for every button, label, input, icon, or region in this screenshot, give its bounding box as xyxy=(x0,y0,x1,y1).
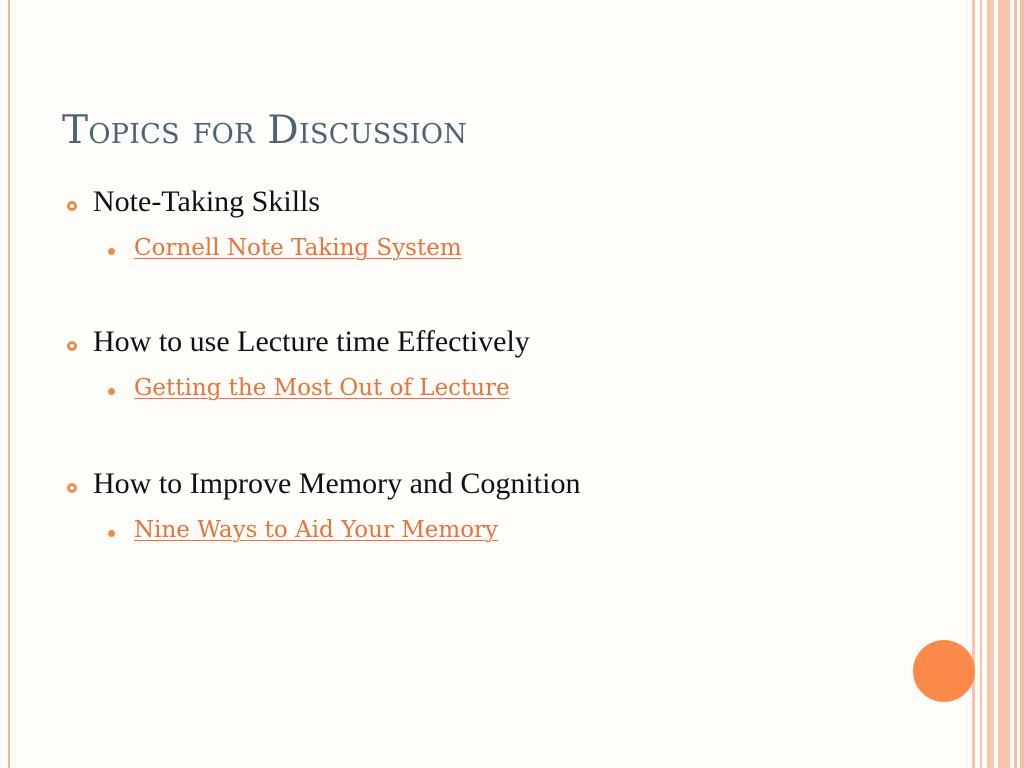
resource-link[interactable]: Getting the Most Out of Lecture xyxy=(134,375,510,401)
slide-title: Topics for Discussion xyxy=(62,108,468,153)
stripe xyxy=(1014,0,1017,768)
ring-bullet-icon xyxy=(67,201,77,211)
resource-link[interactable]: Nine Ways to Aid Your Memory xyxy=(134,517,499,543)
resource-link[interactable]: Cornell Note Taking System xyxy=(134,235,462,261)
topic-label: Note-Taking Skills xyxy=(93,185,321,218)
dot-bullet-icon xyxy=(108,248,115,255)
ring-bullet-icon xyxy=(67,483,77,493)
ring-bullet-icon xyxy=(67,341,77,351)
dot-bullet-icon xyxy=(108,530,115,537)
stripe xyxy=(998,0,1010,768)
topic-label: How to use Lecture time Effectively xyxy=(93,325,530,358)
decorative-circle xyxy=(913,640,975,702)
topic-list xyxy=(60,185,900,607)
topic-item xyxy=(60,325,900,467)
left-border-line xyxy=(8,0,10,768)
dot-bullet-icon xyxy=(108,388,115,395)
topic-label: How to Improve Memory and Cognition xyxy=(93,467,581,500)
topic-item xyxy=(60,185,900,325)
stripe xyxy=(972,0,975,768)
topic-item xyxy=(60,467,900,607)
right-decorative-stripes xyxy=(972,0,1024,768)
stripe xyxy=(1020,0,1024,768)
stripe xyxy=(987,0,994,768)
stripe xyxy=(980,0,982,768)
